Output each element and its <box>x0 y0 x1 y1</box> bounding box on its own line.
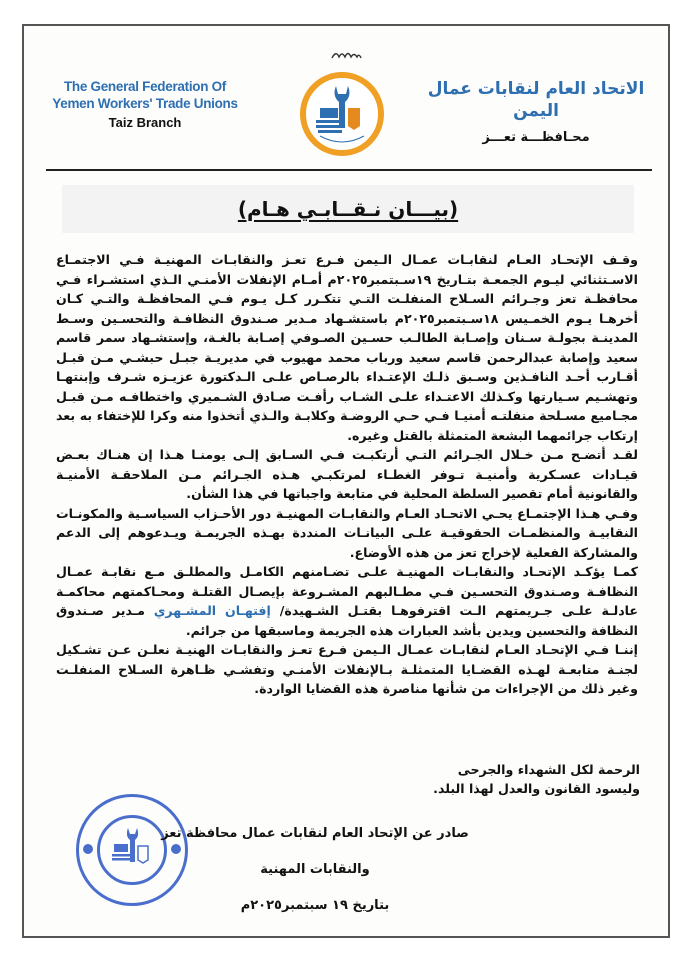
paragraph-5: إننـا فـي الإتحـاد العـام لنقابـات عمـال الـيمن فـرع تعـز والنقابـات الهنيـة نعلـن عـن تشـكيل لجنـة متابعـة لهـذه القضـايا المتمثلـة بـالإنفلات الأمنـي وتفشـي ظـاهرة السـلاح المنفلـت وغير ذلك من الإجراءات من شأنها مناصرة هذه القضايا الواردة. <box>56 642 638 696</box>
header-divider <box>46 169 652 171</box>
statement-body <box>56 250 638 699</box>
signoff-block <box>150 816 480 924</box>
statement-title-box <box>62 185 634 233</box>
closing-prayer <box>433 760 640 798</box>
closing-line-1: الرحمة لكل الشهداء والجرحى <box>457 762 640 777</box>
english-org-line-1: The General Federation Of <box>63 79 227 94</box>
paragraph-3: وفـي هـذا الإجتمـاع يحـي الاتحـاد العـام والنقابـات المهنيـة دور الأحـزاب السياسـية والمكونـات النقابيـة والمنظمـات الحقوقيـة علـى البيانـات المنددة بهـذه الجريمـة ويـدعوهم إلى الدعم والمشاركة الفعلية لإخراج تعز من هذه الأوضاع. <box>56 505 638 560</box>
signoff-issuer: صادر عن الإتحاد العام لنقابات عمال محافظة تعز <box>161 826 469 841</box>
federation-logo <box>296 46 396 166</box>
federation-logo-icon <box>300 72 384 156</box>
highlighted-name: إفتهـان المشـهري <box>153 603 271 618</box>
paragraph-4-end: مـدير صـندوق النظافة والتحسين ويدين بأشد العبارات هذه الجريمة وماسبقها من جرائم. <box>56 603 638 638</box>
paragraph-4 <box>56 562 638 640</box>
arabic-org-title: الاتحاد العام لنقابات عمال اليمن <box>427 79 645 121</box>
paragraph-4-start: كمـا يؤكـد الإتحـاد والنقابـات المهنيـة علـى تضـامنهم الكامـل والمطلـق مـع نقابـة عمـال النظافـة وصـندوق التحسـين فـي مطـالبهم المشـروعة بإيصـال القتلـة ومحـاكمتهم محاكمـة عادلـة علـى جـريمتهم الـت اقترفوهـا بقتـل الشـهيدة/ <box>56 564 638 618</box>
stamp-dot-left <box>83 844 93 854</box>
paragraph-1: وقـف الإتحـاد العـام لنقابـات عمـال الـيمن فـرع تعـز والنقابـات المهنيـة فـي الاجتمـاع الاسـتثنائي ليـوم الجمعـة بتـاريخ ١٩سـبتمبر٢٠٢٥م أمـام الإنفلات الأمنـي الـذي استشـراء فـي محافظـة تعز وجـرائم السـلاح المنفلـت التـي تتكـرر كـل يـوم فـي المحافظـة والتـي كـان أخرهـا يـوم الخمـيس ١٨سـبتمبر٢٠٢٥م باستشـهاد مـدير صـندوق النظافـة والتحسـين وسـط المدينـة بجولـة سـنان وإصـابة الطالـب حسـين الصـوفي إصـابة بالغـة، وإستشـهاد سمر قاسم سعيد وإصابة عبدالرحمن قاسم سعيد ورباب محمد مهيوب في مديريـة جبـل حبشـي مـن قبـل أقـارب أحـد النافـذين وسـبق ذلـك الإعتـداء بالرصـاص علـى الـدكتورة عزيـزه شـرف وإبنتهـا وتهشـيم سـيارتها وكـذلك الاعتـداء علـى الشـاب رأفـت صـادق الشـميري واختطافـه مـن قبـل مجـاميع مسـلحة منفلتـه أمنيـا فـي حـي الروضـة وكلابـة والـذي أتخذوا منه وكرا للإختفاء به بعد إرتكاب جرائمهما البشعة المتمثلة بالقتل وغيره. <box>56 252 638 443</box>
paragraph-2: لقـد أتضـح مـن خـلال الجـرائم التـي أرتكبـت فـي السـابق إلـى يومنـا هـذا إن هنـاك بعـض قيـادات عسـكرية وأمنيـة تـوفر الغطـاء لمرتكبـي هـذه الجـرائم مـن الملاحقـة الأمنيـة والقانونية أمام تقصير السلطة المحلية في متابعة واجباتها في هذا الشأن. <box>56 447 638 501</box>
bismillah-calligraphy-icon <box>330 48 362 62</box>
closing-line-2: وليسود القانون والعدل لهذا البلد. <box>433 781 640 796</box>
statement-title: (بيـــان نـقــابـي هـام) <box>237 197 459 221</box>
signoff-issuer-2: والنقابات المهنية <box>260 862 370 877</box>
arabic-header <box>416 78 656 145</box>
english-org-line-2: Yemen Workers' Trade Unions <box>52 96 238 111</box>
signoff-date: بتاريخ ١٩ سبتمبر٢٠٢٥م <box>240 898 390 913</box>
arabic-governorate: محـافظـــة تعـــز <box>482 130 590 145</box>
english-branch: Taiz Branch <box>108 115 182 130</box>
english-header <box>40 78 250 130</box>
